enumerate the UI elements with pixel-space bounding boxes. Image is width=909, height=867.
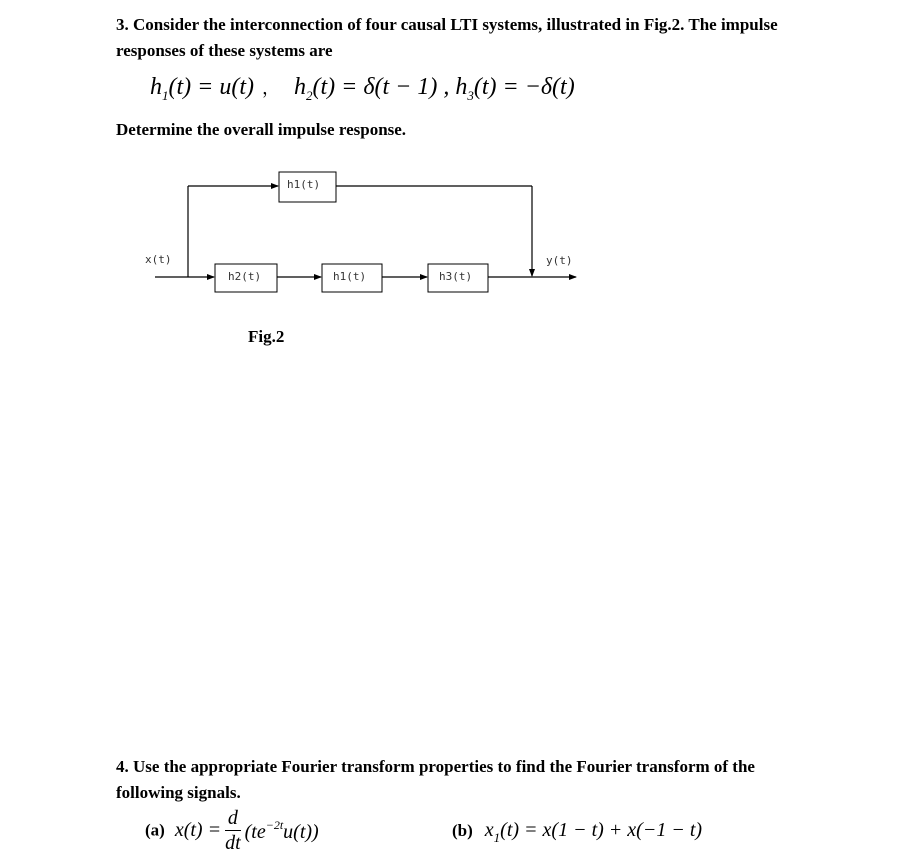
problem-3-intro-line2: responses of these systems are bbox=[116, 41, 333, 60]
part-b bbox=[452, 819, 702, 846]
top-block-label: h1(t) bbox=[287, 178, 321, 191]
input-label: x(t) bbox=[145, 253, 172, 266]
eq-h1: $h_1(t) = u(t)$ bbox=[150, 74, 254, 103]
block-b-label: h1(t) bbox=[333, 270, 367, 283]
problem-4-intro-line1: 4. Use the appropriate Fourier transform properties to find the Fourier transform of the bbox=[116, 757, 755, 776]
part-a bbox=[145, 808, 319, 853]
part-b-label: (b) bbox=[452, 821, 473, 840]
eq-h3: $h_3(t) = -\delta(t)$ bbox=[455, 74, 575, 103]
eq-h2: $h_2(t) = \delta(t - 1)$ , bbox=[294, 74, 450, 103]
problem-3-intro-line1: 3. Consider the interconnection of four causal LTI systems, illustrated in Fig.2. The impulse bbox=[116, 15, 778, 34]
eq-separator: ， bbox=[262, 78, 280, 98]
part-a-body: $(te^{-2t}u(t))$ bbox=[244, 817, 319, 843]
output-label: y(t) bbox=[546, 254, 573, 267]
problem-4-intro-line2: following signals. bbox=[116, 783, 241, 802]
problem-3-task: Determine the overall impulse response. bbox=[116, 120, 407, 139]
figure-caption: Fig.2 bbox=[248, 327, 285, 346]
part-a-label: (a) bbox=[145, 820, 165, 840]
block-c-label: h3(t) bbox=[439, 270, 473, 283]
part-a-derivative: $\frac{d}{dt}$ bbox=[225, 807, 241, 854]
part-a-lhs: x(t) = bbox=[174, 819, 222, 841]
part-b-equation: $x_1(t) = x(1 - t) + x(-1 - t)$ bbox=[484, 819, 703, 845]
block-a-label: h2(t) bbox=[228, 270, 262, 283]
